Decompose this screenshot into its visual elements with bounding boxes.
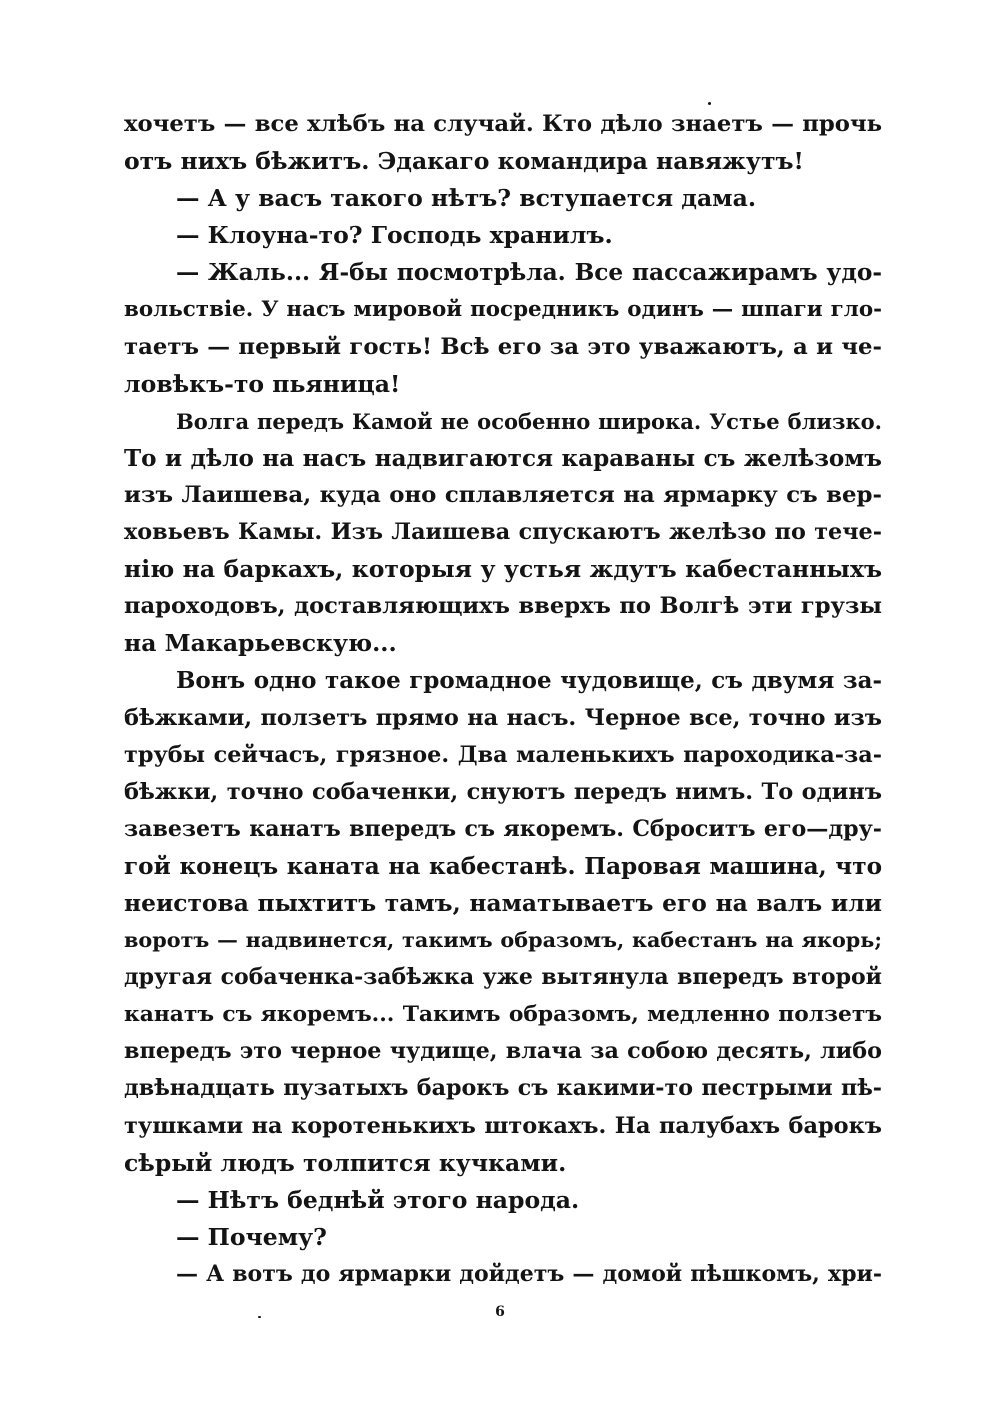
text-line: — А вотъ до ярмарки дойдетъ — домой пѣшкомъ, хри-	[176, 1260, 882, 1287]
text-line: То и дѣло на насъ надвигаются караваны съ желѣзомъ	[124, 444, 882, 472]
text-line: завезетъ канатъ впередъ съ якоремъ. Сброситъ его—дру-	[124, 815, 882, 842]
text-line: трубы сейчасъ, грязное. Два маленькихъ пароходика-за-	[124, 741, 882, 768]
text-line: — Нѣтъ беднѣй этого народа.	[176, 1185, 580, 1214]
text-line: двѣнадцать пузатыхъ барокъ съ какими-то пестрыми пѣ-	[124, 1075, 882, 1102]
text-line: канатъ съ якоремъ... Такимъ образомъ, медленно ползетъ	[124, 1002, 882, 1028]
print-speck	[258, 1316, 261, 1318]
text-line: таетъ — первый гость! Всѣ его за это уважаютъ, а и че-	[124, 333, 882, 360]
text-line: хочетъ — все хлѣбъ на случай. Кто дѣло знаетъ — прочь	[124, 111, 882, 137]
text-line: неистова пыхтитъ тамъ, наматываетъ его на валъ или	[124, 888, 882, 917]
text-line: на Макарьевскую...	[124, 629, 397, 658]
text-line: другая собаченка-забѣжка уже вытянула впередъ второй	[124, 964, 882, 991]
text-line: — А у васъ такого нѣтъ? вступается дама.	[176, 184, 756, 213]
text-line: Вонъ одно такое громадное чудовище, съ двумя за-	[176, 667, 882, 695]
text-line: бѣжками, ползетъ прямо на насъ. Черное все, точно изъ	[124, 704, 882, 731]
text-line: — Жаль... Я-бы посмотрѣла. Все пассажирамъ удо-	[176, 259, 882, 287]
text-line: сѣрый людъ толпится кучками.	[124, 1148, 567, 1177]
text-line: тушками на коротенькихъ штокахъ. На палубахъ барокъ	[124, 1112, 882, 1139]
page-body-text	[124, 106, 882, 1293]
text-line: бѣжки, точно собаченки, снуютъ передъ нимъ. То одинъ	[124, 778, 882, 805]
text-line: нiю на баркахъ, которыя у устья ждутъ кабестанныхъ	[124, 555, 882, 584]
text-line: ховьевъ Камы. Изъ Лаишева спускаютъ желѣзо по тече-	[124, 519, 882, 546]
text-line: впередъ это черное чудище, влача за собою десять, либо	[124, 1038, 882, 1065]
text-line: пароходовъ, доставляющихъ вверхъ по Волгѣ эти грузы	[124, 593, 882, 620]
text-line: вольствiе. У насъ мировой посредникъ одинъ — шпаги гло-	[124, 297, 882, 323]
text-line: — Клоуна-то? Господь хранилъ.	[176, 221, 613, 250]
text-line: отъ нихъ бѣжитъ. Эдакаго командира навяжутъ!	[124, 147, 804, 176]
text-line: — Почему?	[176, 1222, 327, 1251]
print-speck	[708, 102, 711, 105]
text-line: гой конецъ каната на кабестанѣ. Паровая машина, что	[124, 852, 882, 880]
text-line: воротъ — надвинется, такимъ образомъ, кабестанъ на якорь;	[124, 928, 882, 953]
page-number: 6	[495, 1304, 505, 1320]
text-line: Волга передъ Камой не особенно широка. Устье близко.	[176, 408, 882, 434]
text-line: изъ Лаишева, куда оно сплавляется на ярмарку съ вер-	[124, 481, 882, 508]
text-line: ловѣкъ-то пьяница!	[124, 369, 401, 398]
